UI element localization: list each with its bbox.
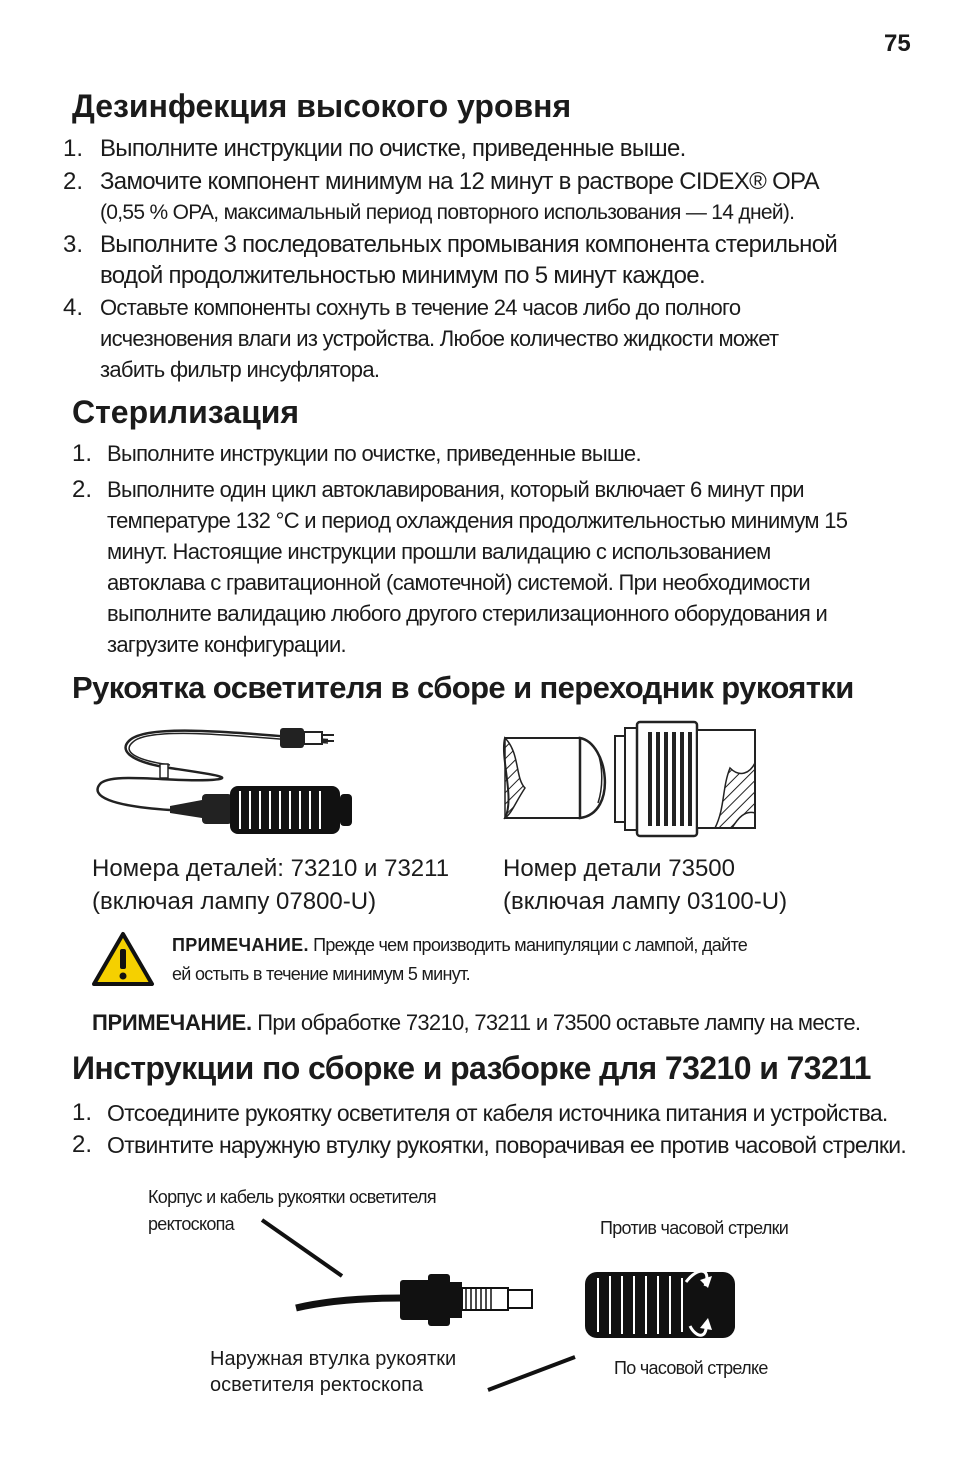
step-text: водой продолжительностью минимум по 5 минут каждое.	[100, 262, 705, 289]
sterilization-step-1	[72, 438, 932, 469]
outer-sleeve	[585, 1272, 735, 1338]
leader-line	[488, 1357, 575, 1390]
sterilization-steps-list	[72, 438, 932, 660]
caption-right	[503, 852, 787, 918]
step-number: 1.	[63, 135, 84, 162]
step-number: 2.	[72, 1131, 93, 1158]
step-text: (0,55 % OPA, максимальный период повторного использования — 14 дней).	[100, 201, 795, 224]
step-text: Выполните один цикл автоклавирования, который включает 6 минут при	[107, 477, 804, 502]
label-clockwise: По часовой стрелке	[614, 1358, 768, 1378]
caption-line: (включая лампу 03100-U)	[503, 888, 788, 915]
step-number: 1.	[72, 440, 93, 467]
step-number: 2.	[63, 168, 84, 195]
note-text: ей остыть в течение минимум 5 минут.	[172, 964, 470, 984]
step-text: Замочите компонент минимум на 12 минут в растворе CIDEX® OPA	[100, 168, 819, 195]
step-text: исчезновения влаги из устройства. Любое количество жидкости может	[100, 326, 779, 351]
lamp-note	[92, 1008, 860, 1038]
section-title-sterilization: Стерилизация	[72, 394, 300, 430]
hld-steps-list	[63, 133, 923, 385]
note-label: ПРИМЕЧАНИЕ.	[92, 1010, 252, 1035]
step-text: Отвинтите наружную втулку рукоятки, поворачивая ее против часовой стрелки.	[107, 1132, 907, 1158]
step-number: 4.	[63, 294, 84, 321]
step-text: Выполните инструкции по очистке, приведенные выше.	[107, 441, 641, 466]
label-line: ректоскопа	[148, 1214, 234, 1234]
assembly-steps-list	[72, 1097, 932, 1161]
hld-step-4	[63, 292, 923, 385]
step-text: Отсоедините рукоятку осветителя от кабеля источника питания и устройства.	[107, 1100, 888, 1126]
caption-left	[92, 852, 449, 918]
handle-adapter-illustration	[500, 718, 765, 840]
step-number: 1.	[72, 1099, 93, 1126]
assembly-step-2	[72, 1129, 932, 1161]
section-title-handle: Рукоятка осветителя в сборе и переходник рукоятки	[72, 670, 854, 705]
hld-step-2	[63, 166, 923, 229]
caption-line: Номер детали 73500	[503, 855, 735, 882]
step-number: 3.	[63, 231, 84, 258]
step-text: выполните валидацию любого другого стерилизационного оборудования и	[107, 601, 828, 626]
note-text: При обработке 73210, 73211 и 73500 оставьте лампу на месте.	[251, 1010, 861, 1035]
warning-icon	[91, 931, 155, 987]
step-text: автоклава с гравитационной (самотечной) системой. При необходимости	[107, 570, 810, 595]
hld-step-3	[63, 229, 923, 291]
step-text: Выполните 3 последовательных промывания компонента стерильной	[100, 231, 838, 258]
label-counterclockwise: Против часовой стрелки	[600, 1218, 789, 1238]
caption-line: Номера деталей: 73210 и 73211	[92, 855, 450, 882]
note-text: Прежде чем производить манипуляции с лампой, дайте	[308, 935, 748, 955]
step-text: температуре 132 °C и период охлаждения продолжительностью минимум 15	[107, 508, 848, 533]
handle-with-cable-illustration	[90, 718, 360, 848]
warning-note	[172, 931, 892, 989]
hld-step-1	[63, 133, 923, 164]
caption-line: (включая лампу 07800-U)	[92, 888, 377, 915]
page-number: 75	[884, 30, 911, 57]
section-title-assembly: Инструкции по сборке и разборке для 73210 и 73211	[72, 1050, 871, 1086]
label-line: Корпус и кабель рукоятки осветителя	[148, 1187, 436, 1207]
label-line: осветителя ректоскопа	[210, 1374, 424, 1396]
step-text: Оставьте компоненты сохнуть в течение 24 часов либо до полного	[100, 295, 741, 320]
assembly-diagram	[250, 1210, 770, 1410]
leader-line	[262, 1220, 342, 1276]
step-number: 2.	[72, 476, 93, 503]
step-text: минут. Настоящие инструкции прошли валидацию с использованием	[107, 539, 771, 564]
assembly-step-1	[72, 1097, 932, 1129]
section-title-hld: Дезинфекция высокого уровня	[72, 88, 572, 124]
label-line: Наружная втулка рукоятки	[210, 1348, 457, 1370]
step-text: загрузите конфигурации.	[107, 632, 346, 657]
step-text: забить фильтр инсуфлятора.	[100, 357, 380, 382]
note-label: ПРИМЕЧАНИЕ.	[172, 935, 309, 955]
sterilization-step-2	[72, 474, 932, 660]
step-text: Выполните инструкции по очистке, приведенные выше.	[100, 135, 686, 162]
